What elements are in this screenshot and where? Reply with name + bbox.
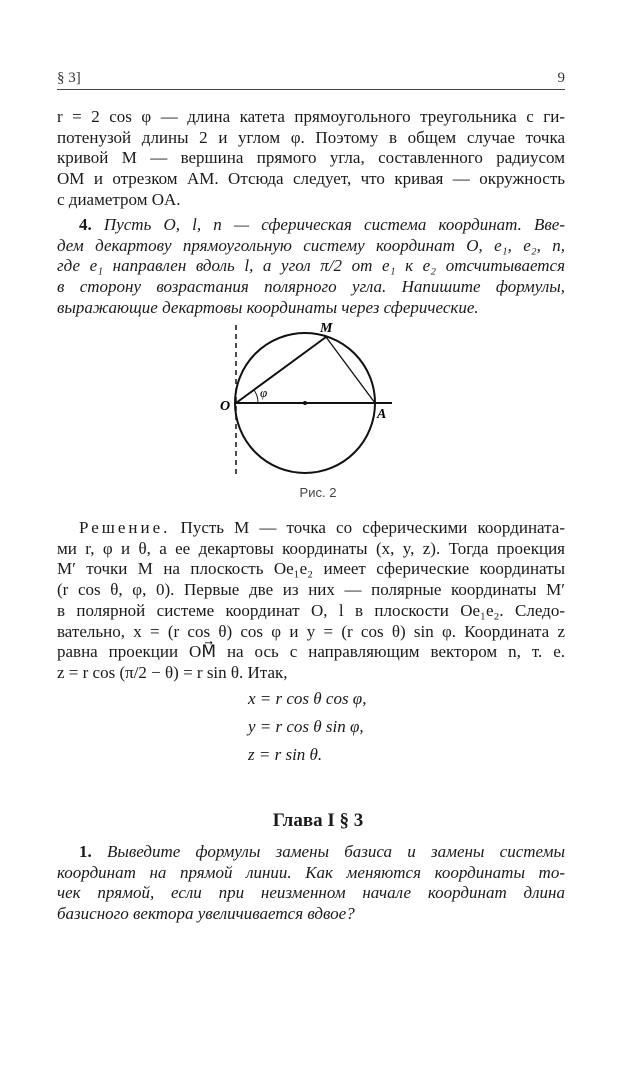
text-line: дем декартову прямоугольную систему координат O, e₁, e₂, n, — [57, 235, 565, 255]
text-line: OM и отрезком AM. Отсюда следует, что кривая — окружность — [57, 169, 565, 189]
text-line: с диаметром OA. — [57, 189, 181, 209]
problem-number: 4. — [79, 215, 92, 234]
page-number: 9 — [557, 70, 565, 86]
running-header — [57, 70, 565, 87]
text-line: координат на прямой линии. Как меняются координаты то- — [57, 862, 565, 882]
text-line: z = r cos (π/2 − θ) = r sin θ. Итак, — [57, 662, 288, 682]
text-line: выражающие декартовы координаты через сферические. — [57, 297, 479, 317]
problem-number: 1. — [79, 842, 92, 861]
text-line: ми r, φ и θ, а ее декартовы координаты (x, y, z). Тогда проекция — [57, 538, 565, 558]
text-line: Выведите формулы замены базиса и замены системы — [106, 842, 565, 861]
formula-y: y = r cos θ sin φ, — [248, 717, 364, 736]
formula-z: z = r sin θ. — [248, 745, 323, 764]
problem-4 — [57, 215, 565, 319]
formula-x: x = r cos θ cos φ, — [248, 689, 367, 708]
label-phi: φ — [260, 385, 268, 400]
text-line: равна проекции OM⃗ на ось с направляющим вектором n, т. е. — [57, 642, 565, 662]
header-section: § 3] — [57, 70, 81, 86]
angle-arc — [254, 390, 258, 403]
segment-OM — [236, 337, 326, 403]
text-line: Пусть O, l, n — сферическая система координат. Вве- — [103, 215, 565, 234]
figure-caption: Рис. 2 — [299, 485, 337, 500]
center-point — [303, 401, 307, 405]
text-line: r = 2 cos φ — длина катета прямоугольного треугольника с ги- — [57, 107, 565, 126]
text-line: потенузой длины 2 и углом φ. Поэтому в общем случае точка — [57, 127, 565, 147]
text-line: базисного вектора увеличивается вдвое? — [57, 904, 355, 924]
header-rule — [57, 89, 565, 90]
label-O: O — [220, 399, 231, 414]
label-M: M — [320, 321, 333, 336]
chapter-heading: Глава I § 3 — [272, 810, 364, 831]
text-line: Пусть M — точка со сферическими координата- — [180, 518, 566, 537]
solution — [57, 518, 565, 684]
text-line: где e₁ направлен вдоль l, а угол π/2 от e₁ к e₂ отсчитывается — [57, 256, 565, 276]
figure-circle-diagram — [200, 315, 400, 480]
text-line: вательно, x = (r cos θ) cos φ и y = (r cos θ) sin φ. Координата z — [57, 621, 565, 641]
paragraph-circle-proof — [57, 107, 565, 211]
solution-label: Решение. — [79, 518, 171, 537]
text-line: кривой M — вершина прямого угла, составленного радиусом — [57, 148, 565, 168]
text-line: (r cos θ, φ, 0). Первые две из них — полярные координаты M′ — [57, 580, 565, 600]
text-line: M′ точки M на плоскость Oe₁e₂ имеет сферические координаты — [57, 559, 565, 579]
problem-1 — [57, 842, 565, 925]
text-line: чек прямой, если при неизменном начале координат длина — [57, 883, 565, 903]
label-A: A — [377, 407, 387, 422]
text-line: в полярной системе координат O, l в плоскости Oe₁e₂. Следо- — [57, 600, 565, 620]
text-line: в сторону возрастания полярного угла. Напишите формулы, — [57, 277, 565, 297]
